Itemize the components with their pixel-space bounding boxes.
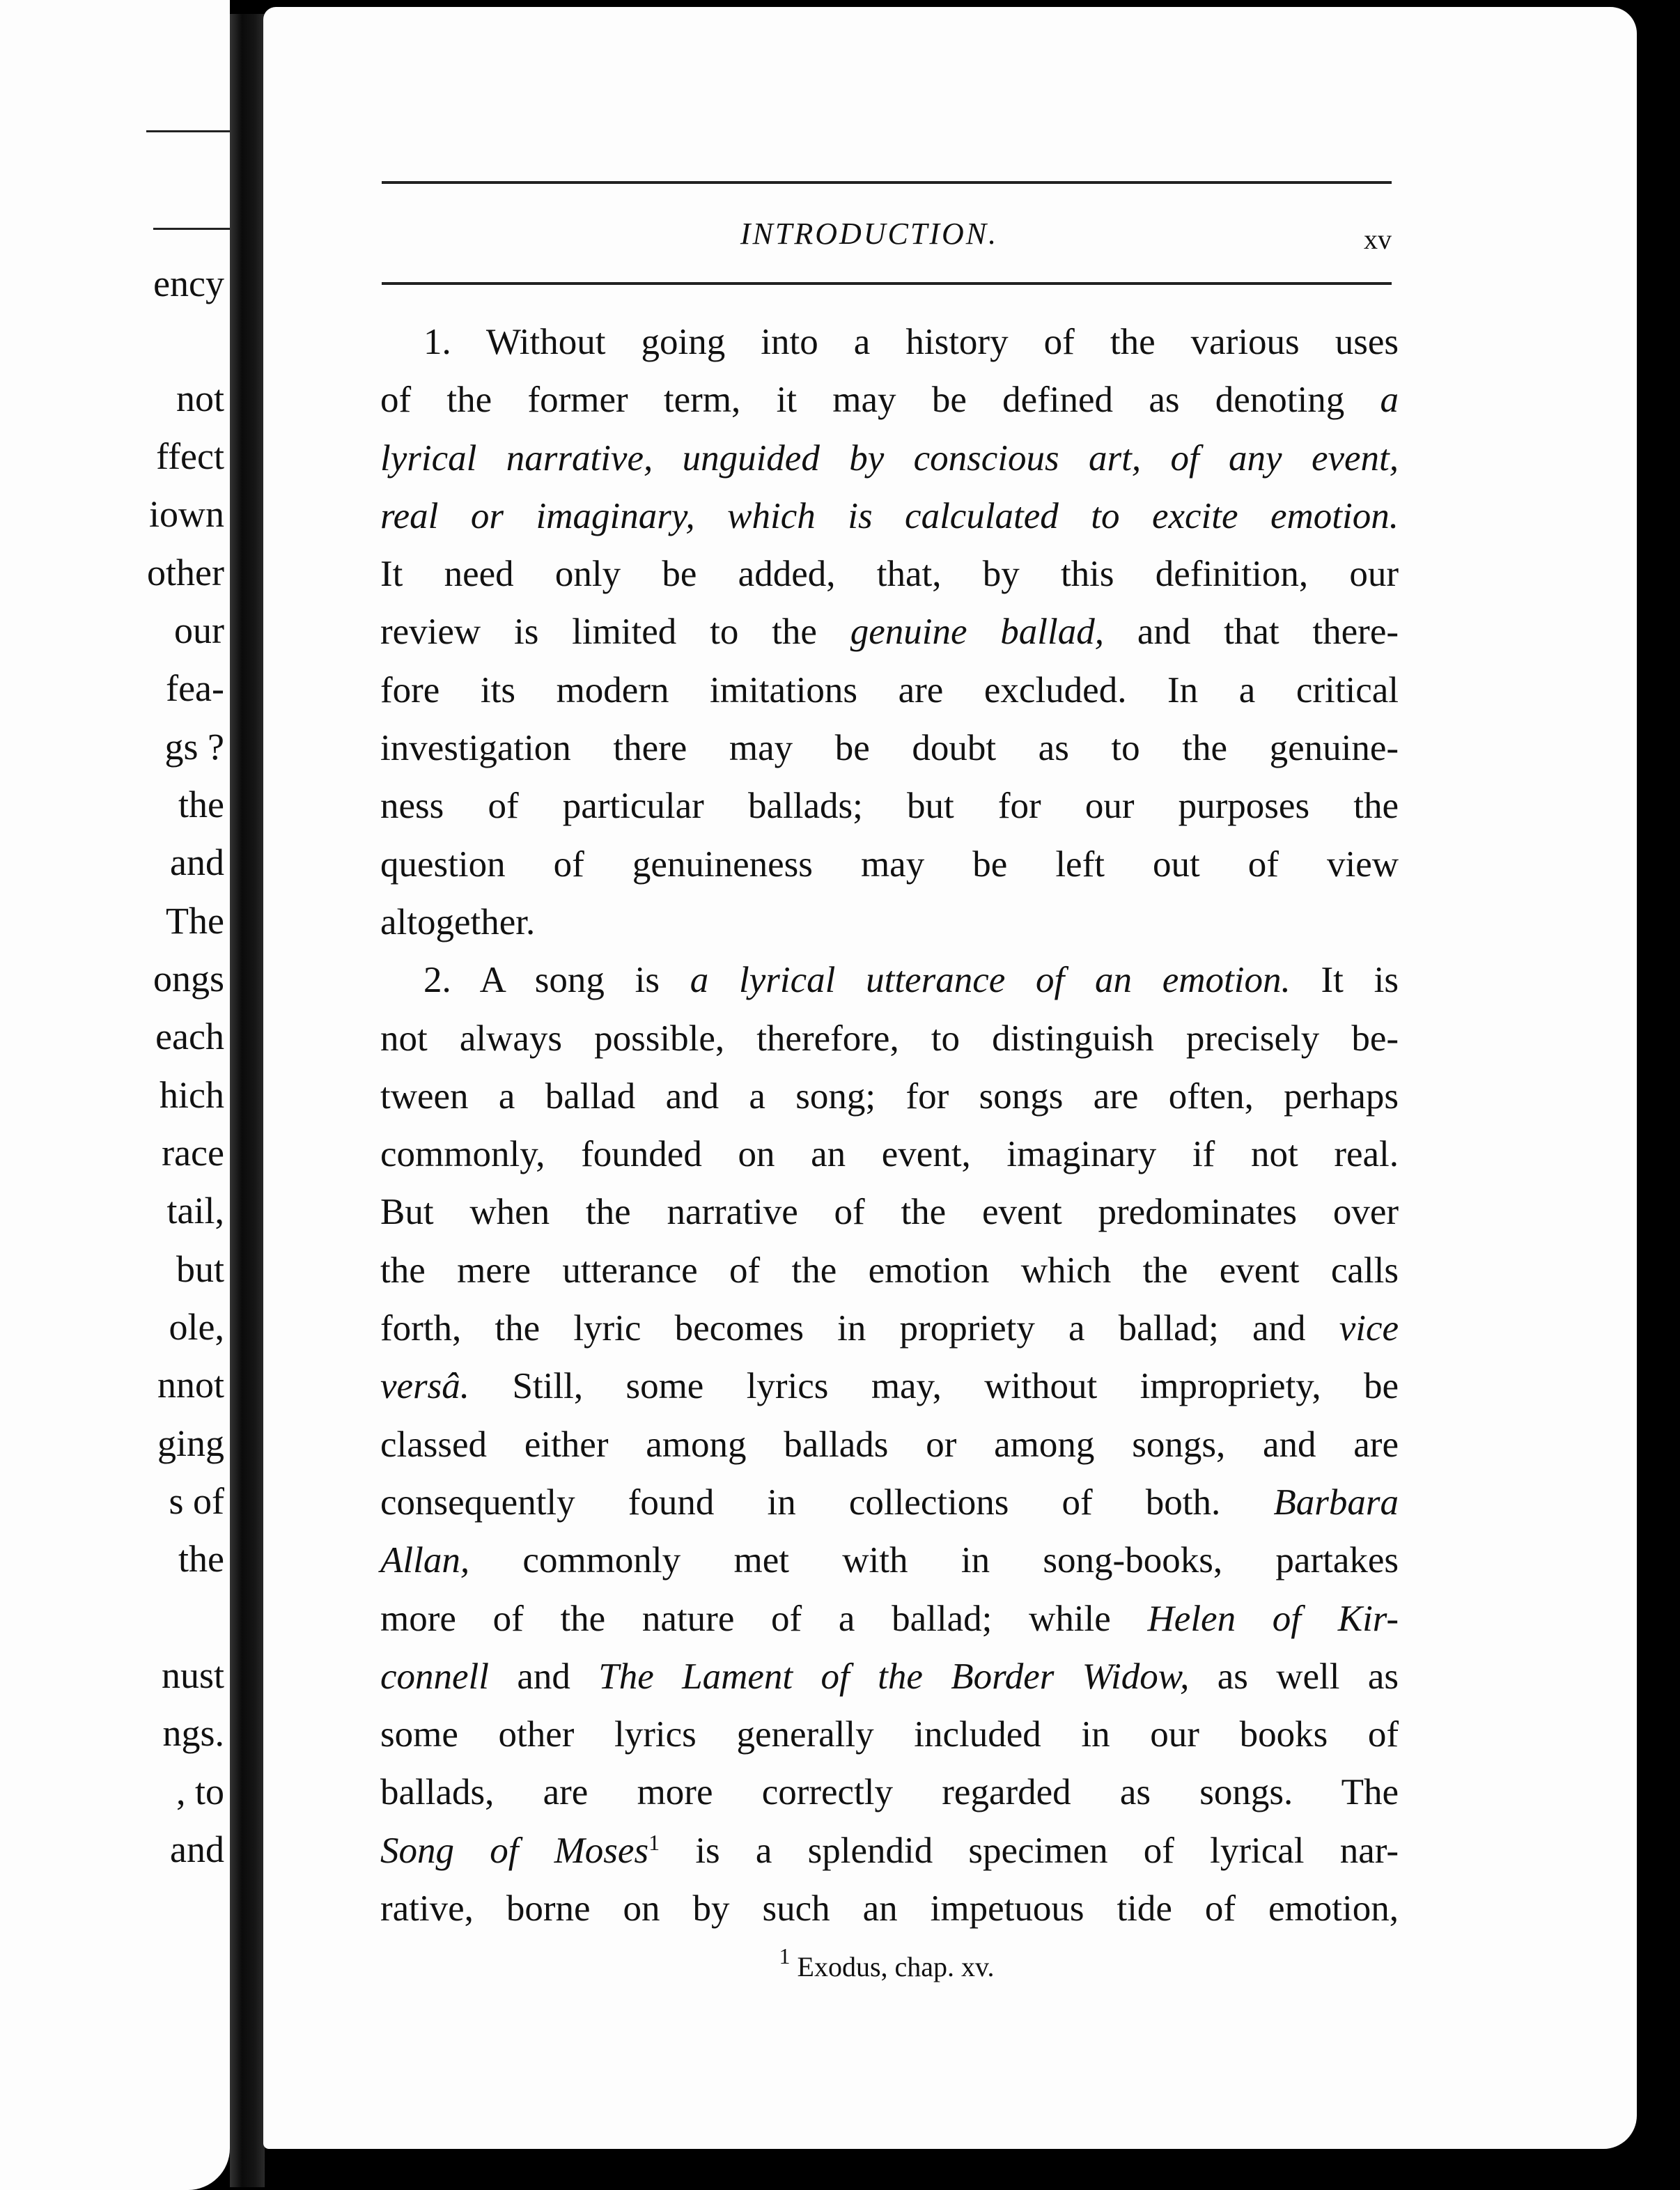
paragraph-number: 2. — [423, 960, 451, 1001]
text-line — [380, 1532, 1399, 1590]
left-line-15: race — [162, 1132, 224, 1174]
italic-text: a lyrical utterance of an emotion. — [690, 960, 1291, 1001]
text-line: question of genuineness may be left out of view — [380, 844, 1399, 885]
footnote-text: Exodus, chap. xv. — [797, 1951, 995, 1982]
left-line-7: fea- — [166, 667, 224, 709]
text-line: some other lyrics generally included in our books of — [380, 1714, 1399, 1755]
left-line-4: iown — [149, 493, 224, 535]
text-line: rative, borne on by such an impetuous tide of emotion, — [380, 1888, 1399, 1929]
left-line-8: gs ? — [164, 726, 224, 768]
top-rule — [382, 181, 1392, 184]
left-line-23: nust — [161, 1654, 224, 1696]
line-text: as well as — [1217, 1656, 1399, 1697]
left-line-5: other — [147, 552, 224, 593]
left-line-2: not — [176, 378, 224, 419]
footnote-marker: 1 — [779, 1943, 791, 1968]
text-line: ness of particular ballads; but for our purposes the — [380, 786, 1399, 827]
text-line — [380, 1474, 1399, 1532]
text-line — [380, 952, 1399, 1009]
left-line-25: , to — [176, 1771, 224, 1812]
italic-text: Song of Moses — [380, 1830, 649, 1871]
footnote-reference: 1 — [648, 1829, 660, 1855]
paragraph-number: 1. — [423, 322, 451, 362]
text-line — [380, 488, 1399, 545]
italic-text: a — [1380, 380, 1399, 421]
header-rule — [382, 282, 1392, 285]
left-line-17: but — [176, 1248, 224, 1290]
line-text: Without going into a history of the various uses — [485, 322, 1399, 362]
italic-text: genuine ballad, — [850, 612, 1104, 653]
text-line — [380, 1300, 1399, 1358]
line-text: more of the nature of a ballad; while — [380, 1598, 1111, 1639]
left-page-rule-1 — [146, 130, 230, 132]
left-line-26: and — [170, 1828, 224, 1870]
italic-text: The Lament of the Border Widow, — [598, 1656, 1190, 1697]
italic-text: connell — [380, 1656, 489, 1697]
text-line: commonly, founded on an event, imaginary if not real. — [380, 1134, 1399, 1175]
line-text: It is — [1321, 960, 1399, 1001]
left-line-16: tail, — [166, 1190, 224, 1232]
text-line — [380, 1822, 1399, 1880]
line-text: commonly met with in song-books, partakes — [522, 1540, 1399, 1581]
text-line: But when the narrative of the event predominates over — [380, 1192, 1399, 1233]
text-line — [380, 313, 1399, 371]
left-line-20: ging — [157, 1422, 224, 1464]
text-line: tween a ballad and a song; for songs are often, perhaps — [380, 1075, 1399, 1117]
text-line: ballads, are more correctly regarded as songs. The — [380, 1772, 1399, 1813]
text-line — [380, 430, 1399, 488]
line-text: of the former term, it may be defined as denoting — [380, 380, 1345, 421]
italic-text: real or imaginary, which is calculated to excite emotion. — [380, 495, 1399, 536]
line-text: consequently found in collections of both. — [380, 1482, 1221, 1523]
italic-text: vice — [1339, 1308, 1399, 1349]
line-text: Still, some lyrics may, without impropriety, be — [512, 1366, 1399, 1407]
italic-text: Helen of Kir- — [1147, 1598, 1399, 1639]
text-line — [380, 1590, 1399, 1648]
left-line-11: The — [166, 900, 224, 942]
left-line-12: ongs — [153, 958, 224, 1000]
body-text — [380, 313, 1399, 1938]
left-line-10: and — [170, 841, 224, 883]
text-line: not always possible, therefore, to distinguish precisely be- — [380, 1018, 1399, 1059]
book-gutter — [230, 14, 265, 2187]
left-page-rule-2 — [153, 228, 230, 230]
line-text: and that there- — [1137, 612, 1399, 653]
left-line-18: ole, — [169, 1306, 224, 1348]
left-line-6: our — [174, 609, 224, 651]
left-line-19: nnot — [157, 1364, 224, 1406]
line-text: forth, the lyric becomes in propriety a ballad; and — [380, 1308, 1306, 1349]
text-line: It need only be added, that, by this definition, our — [380, 554, 1399, 595]
italic-text: lyrical narrative, unguided by conscious art, of any event, — [380, 437, 1399, 479]
left-line-14: hich — [160, 1074, 224, 1116]
text-line: classed either among ballads or among songs, and are — [380, 1424, 1399, 1465]
line-text: is a splendid specimen of lyrical nar- — [695, 1830, 1399, 1871]
left-line-22: the — [178, 1538, 224, 1580]
running-head: INTRODUCTION. — [740, 217, 999, 251]
left-line-1: ency — [153, 263, 224, 304]
page-number: xv — [1364, 224, 1392, 255]
left-line-13: each — [155, 1016, 224, 1057]
line-text: and — [517, 1656, 570, 1697]
text-line: investigation there may be doubt as to the genuine- — [380, 728, 1399, 769]
line-text: A song is — [479, 960, 660, 1001]
left-line-3: ffect — [156, 435, 224, 477]
text-line — [380, 1358, 1399, 1415]
text-line: altogether. — [380, 901, 536, 942]
footnote — [382, 1943, 1392, 1983]
text-line — [380, 371, 1399, 429]
text-line — [380, 1648, 1399, 1706]
line-text: review is limited to the — [380, 612, 817, 653]
text-line — [380, 603, 1399, 661]
right-page — [263, 7, 1637, 2149]
left-page — [0, 0, 230, 2190]
text-line: the mere utterance of the emotion which the event calls — [380, 1250, 1399, 1291]
left-line-9: the — [178, 784, 224, 825]
italic-text: Allan, — [380, 1540, 470, 1581]
left-line-24: ngs. — [162, 1712, 224, 1754]
italic-text: versâ. — [380, 1366, 470, 1407]
text-line: fore its modern imitations are excluded. In a critical — [380, 669, 1399, 710]
italic-text: Barbara — [1273, 1482, 1399, 1523]
left-line-21: s of — [169, 1480, 224, 1522]
